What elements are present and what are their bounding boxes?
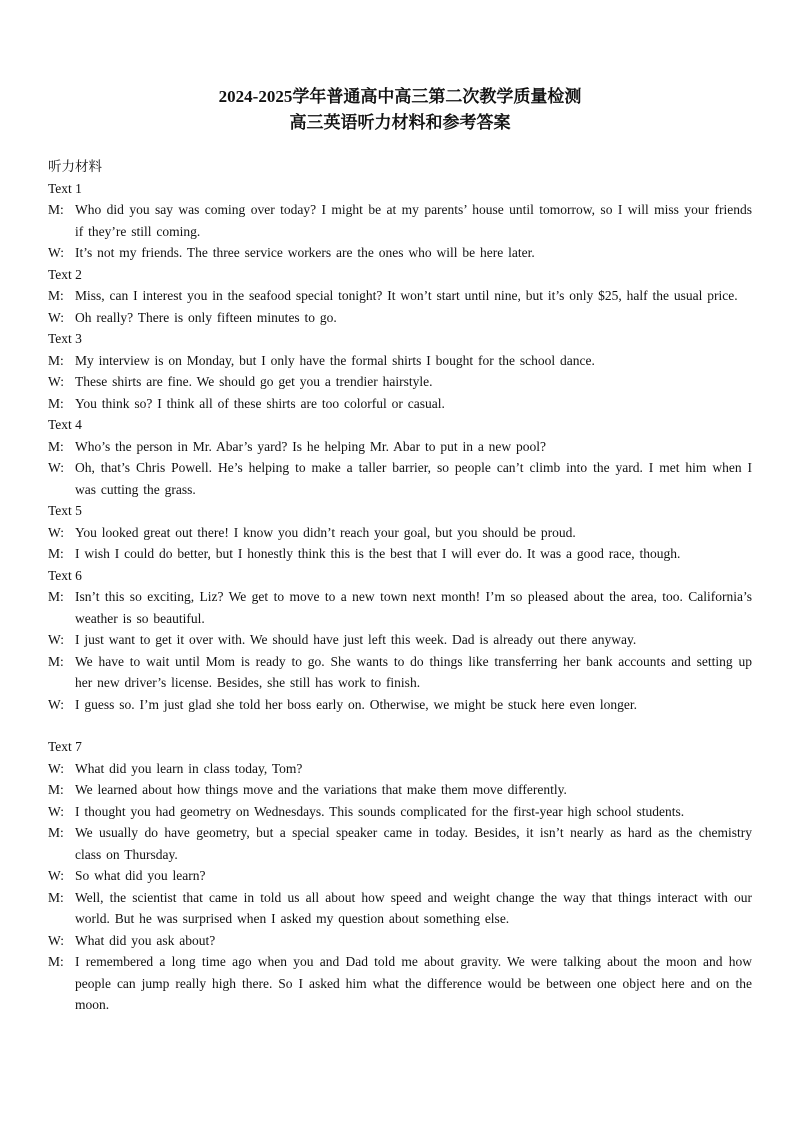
dialogue-text: It’s not my friends. The three service workers are the ones who will be here later. [75, 245, 535, 260]
speaker-label: M: [48, 202, 64, 217]
speaker-label: M: [48, 546, 64, 561]
dialogue-text: I wish I could do better, but I honestly think this is the best that I will ever do. It was a good race, though. [75, 546, 681, 561]
dialogue-line [48, 371, 752, 393]
dialogue-line [48, 779, 752, 801]
text-label: Text 7 [48, 739, 82, 754]
speaker-label: M: [48, 782, 64, 797]
speaker-label: M: [48, 889, 64, 905]
dialogue-text: These shirts are fine. We should go get you a trendier hairstyle. [75, 374, 433, 389]
speaker-label: W: [48, 374, 64, 389]
speaker-label: W: [48, 245, 64, 260]
dialogue-text: Who’s the person in Mr. Abar’s yard? Is he helping Mr. Abar to put in a new pool? [75, 438, 547, 454]
speaker-label: M: [48, 954, 64, 969]
dialogue-text: I thought you had geometry on Wednesdays. This sounds complicated for the first-year high school students. [75, 803, 685, 819]
dialogue-text: You think so? I think all of these shirts are too colorful or casual. [75, 395, 445, 411]
dialogue-line [48, 951, 752, 1016]
dialogue-text: We learned about how things move and the variations that make them move differently. [75, 782, 567, 797]
dialogue-line [48, 801, 752, 823]
text-label: Text 3 [48, 331, 82, 346]
dialogue-line [48, 393, 752, 415]
dialogue-text: I remembered a long time ago when you and Dad told me about gravity. We were talking about the moon and how people can jump really high there. So I asked him what the difference would be between one object here and on the moon. [75, 954, 752, 1012]
text-block-3 [48, 328, 752, 414]
speaker-label: M: [48, 288, 64, 303]
dialogue-text: Well, the scientist that came in told us all about how speed and weight change the way that things interact with our world. But he was surprised when I asked my question about something else. [75, 889, 752, 926]
text-block-2 [48, 264, 752, 329]
text-block-6 [48, 565, 752, 716]
dialogue-line [48, 543, 752, 565]
dialogue-line [48, 307, 752, 329]
dialogue-line [48, 887, 752, 930]
dialogue-line [48, 865, 752, 887]
document-subtitle: 高三英语听力材料和参考答案 [289, 113, 511, 132]
speaker-label: W: [48, 524, 64, 540]
dialogue-line [48, 651, 752, 694]
dialogue-text: Who did you say was coming over today? I might be at my parents’ house until tomorrow, so I will miss your friends if they’re still coming. [75, 202, 752, 239]
text-block-7 [48, 736, 752, 1016]
text-label: Text 6 [48, 567, 82, 583]
speaker-label: W: [48, 460, 64, 475]
dialogue-line [48, 822, 752, 865]
dialogue-line [48, 629, 752, 651]
section-label: 听力材料 [48, 159, 102, 174]
speaker-label: M: [48, 438, 64, 454]
dialogue-line [48, 758, 752, 780]
dialogue-text: Oh really? There is only fifteen minutes to go. [75, 309, 337, 325]
text-label: Text 1 [48, 180, 82, 196]
dialogue-text: I guess so. I’m just glad she told her boss early on. Otherwise, we might be stuck here even longer. [75, 696, 638, 712]
dialogue-line [48, 350, 752, 372]
dialogue-line [48, 586, 752, 629]
document-title: 2024-2025学年普通高中高三第二次教学质量检测 [218, 87, 582, 106]
section-gap [48, 715, 752, 736]
speaker-label: W: [48, 760, 64, 776]
speaker-label: M: [48, 352, 64, 368]
dialogue-text: We usually do have geometry, but a special speaker came in today. Besides, it isn’t nearly as hard as the chemistry class on Thursday. [75, 825, 752, 862]
dialogue-text: I just want to get it over with. We should have just left this week. Dad is already out there anyway. [75, 632, 637, 647]
dialogue-text: What did you learn in class today, Tom? [75, 760, 303, 776]
dialogue-line [48, 457, 752, 500]
dialogue-text: You looked great out there! I know you didn’t reach your goal, but you should be proud. [75, 524, 576, 540]
text-label: Text 4 [48, 417, 82, 432]
dialogue-line [48, 522, 752, 544]
speaker-label: W: [48, 632, 64, 647]
dialogue-line [48, 436, 752, 458]
text-label: Text 2 [48, 266, 82, 282]
dialogue-line [48, 694, 752, 716]
dialogue-line [48, 285, 752, 307]
speaker-label: M: [48, 395, 64, 411]
dialogue-text: We have to wait until Mom is ready to go. She wants to do things like transferring her bank accounts and setting up her new driver’s license. Besides, she still has work to finish. [75, 653, 752, 690]
text-label: Text 5 [48, 503, 82, 518]
speaker-label: W: [48, 868, 64, 883]
speaker-label: W: [48, 696, 64, 712]
speaker-label: M: [48, 589, 64, 604]
speaker-label: M: [48, 825, 64, 840]
dialogue-text: Miss, can I interest you in the seafood special tonight? It won’t start until nine, but it’s only $25, half the usual price. [75, 288, 738, 303]
dialogue-text: Isn’t this so exciting, Liz? We get to move to a new town next month! I’m so pleased about the area, too. California’s weather is so beautiful. [75, 589, 752, 626]
speaker-label: M: [48, 653, 64, 669]
text-block-1 [48, 178, 752, 264]
text-block-5 [48, 500, 752, 565]
dialogue-text: So what did you learn? [75, 868, 206, 883]
dialogue-line [48, 242, 752, 264]
text-block-4 [48, 414, 752, 500]
speaker-label: W: [48, 309, 64, 325]
dialogue-line [48, 930, 752, 952]
dialogue-text: What did you ask about? [75, 932, 216, 948]
speaker-label: W: [48, 803, 64, 819]
dialogue-line [48, 199, 752, 242]
dialogue-text: My interview is on Monday, but I only have the formal shirts I bought for the school dance. [75, 352, 595, 368]
dialogue-text: Oh, that’s Chris Powell. He’s helping to make a taller barrier, so people can’t climb into the yard. I met him when I was cutting the grass. [75, 460, 752, 497]
speaker-label: W: [48, 932, 64, 948]
